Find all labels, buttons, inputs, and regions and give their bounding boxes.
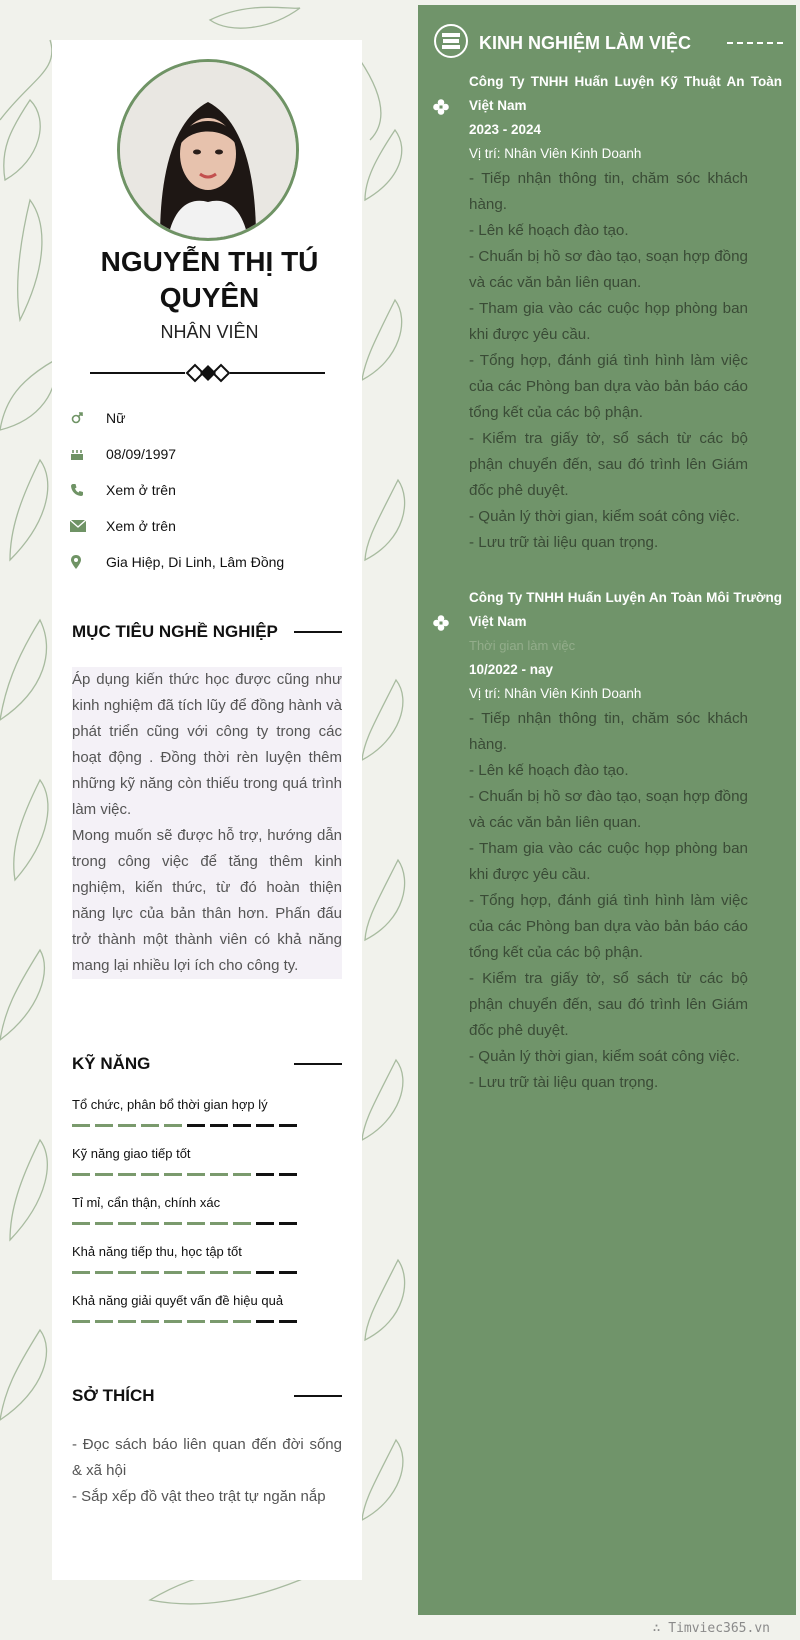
- personal-info-list: [70, 400, 350, 580]
- hobbies-title: SỞ THÍCH: [72, 1386, 155, 1405]
- rating-dash-filled: [233, 1320, 251, 1323]
- job-position: Vị trí: Nhân Viên Kinh Doanh: [469, 146, 642, 161]
- rating-dash-filled: [164, 1222, 182, 1225]
- skill-label: Kỹ năng giao tiếp tốt: [72, 1146, 191, 1161]
- birthday-cake-icon: [70, 447, 106, 461]
- flower-bullet-icon: [432, 98, 450, 116]
- skill-rating-bar: [72, 1173, 297, 1176]
- skill-item: [72, 1288, 297, 1323]
- rating-dash-filled: [95, 1173, 113, 1176]
- rating-dash-filled: [72, 1173, 90, 1176]
- hobbies-text: [72, 1432, 342, 1510]
- rating-dash-filled: [72, 1124, 90, 1127]
- rating-dash-filled: [95, 1222, 113, 1225]
- ornament-divider: [90, 362, 325, 384]
- rating-dash-filled: [210, 1222, 228, 1225]
- rating-dash-filled: [118, 1124, 136, 1127]
- rating-dash-empty: [256, 1173, 274, 1176]
- duty-line: - Tổng hợp, đánh giá tình hình làm việc của các Phòng ban dựa vào bản báo cáo tổng kết của các bộ phận.: [469, 352, 748, 421]
- duty-line: - Chuẩn bị hồ sơ đào tạo, soạn hợp đồng và các văn bản liên quan.: [469, 788, 748, 831]
- duty-line: - Lên kế hoạch đào tạo.: [469, 222, 629, 239]
- profile-photo: [117, 59, 299, 241]
- rating-dash-empty: [233, 1124, 251, 1127]
- rating-dash-empty: [279, 1173, 297, 1176]
- rating-dash-empty: [279, 1320, 297, 1323]
- rating-dash-filled: [233, 1173, 251, 1176]
- rating-dash-filled: [118, 1173, 136, 1176]
- duty-line: - Tham gia vào các cuộc họp phòng ban khi được yêu cầu.: [469, 300, 748, 343]
- skill-label: Khả năng tiếp thu, học tập tốt: [72, 1244, 242, 1259]
- heading-dashes: [727, 42, 783, 44]
- heading-rule: [294, 631, 342, 633]
- objective-paragraph: Mong muốn sẽ được hỗ trợ, hướng dẫn trong công việc để tăng thêm kinh nghiệm, kiến thức, từ đó hoàn thiện năng lực của bản thân hơn. Phấn đấu trở thành một thành viên có khả năng mang lại nhiều lợi ích cho công ty.: [72, 827, 342, 974]
- candidate-name: NGUYỄN THỊ TÚ QUYÊN: [100, 246, 319, 313]
- info-gender: [70, 400, 350, 436]
- heading-rule: [294, 1395, 342, 1397]
- duty-line: - Lưu trữ tài liệu quan trọng.: [469, 534, 659, 551]
- rating-dash-empty: [256, 1271, 274, 1274]
- rating-dash-filled: [164, 1320, 182, 1323]
- experience-title: KINH NGHIỆM LÀM VIỆC: [479, 32, 692, 53]
- rating-dash-filled: [210, 1271, 228, 1274]
- job-period: 10/2022 - nay: [469, 662, 554, 677]
- site-watermark: ∴ Timviec365.vn: [652, 1621, 770, 1636]
- skills-heading: [72, 1053, 342, 1075]
- job-duties: [469, 166, 748, 556]
- heading-rule: [294, 1063, 342, 1065]
- job-period: 2023 - 2024: [469, 122, 542, 137]
- duty-line: - Quản lý thời gian, kiểm soát công việc.: [469, 1048, 740, 1065]
- flower-bullet-icon: [432, 614, 450, 632]
- skills-title: KỸ NĂNG: [72, 1054, 151, 1073]
- info-birthday-value: 08/09/1997: [106, 446, 177, 462]
- skill-rating-bar: [72, 1222, 297, 1225]
- skill-label: Tổ chức, phân bổ thời gian hợp lý: [72, 1097, 268, 1112]
- rating-dash-filled: [95, 1320, 113, 1323]
- job-period-label: Thời gian làm việc: [469, 638, 576, 653]
- objective-paragraph: Áp dụng kiến thức học được cũng như kinh nghiệm đã tích lũy để đồng hành và phát triển cũng với công ty trong các hoạt động . Đồng thời rèn luyện thêm những kỹ năng còn thiếu trong quá trình làm việc.: [72, 671, 342, 818]
- job-company: Công Ty TNHH Huấn Luyện Kỹ Thuật An Toàn Việt Nam: [469, 74, 782, 113]
- rating-dash-filled: [164, 1124, 182, 1127]
- rating-dash-filled: [141, 1320, 159, 1323]
- rating-dash-filled: [72, 1222, 90, 1225]
- duty-line: - Lưu trữ tài liệu quan trọng.: [469, 1074, 659, 1091]
- skill-label: Tỉ mỉ, cẩn thận, chính xác: [72, 1195, 221, 1210]
- rating-dash-empty: [279, 1222, 297, 1225]
- phone-icon: [70, 483, 106, 497]
- rating-dash-empty: [279, 1124, 297, 1127]
- hobby-line: - Đọc sách báo liên quan đến đời sống & xã hội: [72, 1436, 342, 1479]
- skill-rating-bar: [72, 1320, 297, 1323]
- skill-item: [72, 1190, 297, 1225]
- gender-icon: [70, 411, 106, 425]
- info-address: [70, 544, 350, 580]
- map-pin-icon: [70, 555, 106, 569]
- duty-line: - Quản lý thời gian, kiểm soát công việc.: [469, 508, 740, 525]
- rating-dash-empty: [210, 1124, 228, 1127]
- rating-dash-filled: [187, 1173, 205, 1176]
- rating-dash-filled: [72, 1320, 90, 1323]
- rating-dash-empty: [279, 1271, 297, 1274]
- rating-dash-filled: [141, 1222, 159, 1225]
- rating-dash-empty: [256, 1222, 274, 1225]
- rating-dash-filled: [72, 1271, 90, 1274]
- books-icon: [433, 23, 469, 64]
- skills-list: [72, 1092, 297, 1337]
- duty-line: - Chuẩn bị hồ sơ đào tạo, soạn hợp đồng và các văn bản liên quan.: [469, 248, 748, 291]
- skill-item: [72, 1239, 297, 1274]
- rating-dash-filled: [210, 1320, 228, 1323]
- rating-dash-filled: [187, 1222, 205, 1225]
- skill-item: [72, 1092, 297, 1127]
- rating-dash-filled: [95, 1271, 113, 1274]
- envelope-icon: [70, 520, 106, 532]
- rating-dash-filled: [141, 1124, 159, 1127]
- rating-dash-filled: [164, 1173, 182, 1176]
- objective-text: [72, 667, 342, 979]
- duty-line: - Kiểm tra giấy tờ, sổ sách từ các bộ phận chuyển đến, sau đó trình lên Giám đốc phê duyệt.: [469, 430, 748, 499]
- rating-dash-empty: [256, 1124, 274, 1127]
- duty-line: - Tham gia vào các cuộc họp phòng ban khi được yêu cầu.: [469, 840, 748, 883]
- skill-item: [72, 1141, 297, 1176]
- rating-dash-filled: [141, 1271, 159, 1274]
- objective-heading: [72, 621, 342, 643]
- info-address-value: Gia Hiệp, Di Linh, Lâm Đồng: [106, 554, 285, 570]
- info-birthday: [70, 436, 350, 472]
- portrait-photo: [120, 62, 296, 238]
- experience-heading: [433, 25, 783, 61]
- rating-dash-filled: [118, 1271, 136, 1274]
- duty-line: - Kiểm tra giấy tờ, sổ sách từ các bộ phận chuyển đến, sau đó trình lên Giám đốc phê duyệt.: [469, 970, 748, 1039]
- hobbies-heading: [72, 1385, 342, 1407]
- info-phone: [70, 472, 350, 508]
- info-gender-value: Nữ: [106, 410, 126, 426]
- info-phone-value: Xem ở trên: [106, 482, 176, 498]
- hobby-line: - Sắp xếp đồ vật theo trật tự ngăn nắp: [72, 1488, 326, 1505]
- rating-dash-filled: [210, 1173, 228, 1176]
- rating-dash-filled: [118, 1320, 136, 1323]
- rating-dash-filled: [233, 1271, 251, 1274]
- info-email: [70, 508, 350, 544]
- info-email-value: Xem ở trên: [106, 518, 176, 534]
- skill-label: Khả năng giải quyết vấn đề hiệu quả: [72, 1293, 284, 1308]
- skill-rating-bar: [72, 1124, 297, 1127]
- duty-line: - Tiếp nhận thông tin, chăm sóc khách hàng.: [469, 710, 748, 753]
- rating-dash-filled: [233, 1222, 251, 1225]
- duty-line: - Tiếp nhận thông tin, chăm sóc khách hàng.: [469, 170, 748, 213]
- rating-dash-filled: [118, 1222, 136, 1225]
- job-position: Vị trí: Nhân Viên Kinh Doanh: [469, 686, 642, 701]
- skill-rating-bar: [72, 1271, 297, 1274]
- job-duties: [469, 706, 748, 1096]
- rating-dash-filled: [95, 1124, 113, 1127]
- candidate-role: NHÂN VIÊN: [160, 322, 259, 342]
- job-company: Công Ty TNHH Huấn Luyện An Toàn Môi Trường Việt Nam: [469, 590, 782, 629]
- rating-dash-empty: [256, 1320, 274, 1323]
- rating-dash-filled: [187, 1271, 205, 1274]
- duty-line: - Tổng hợp, đánh giá tình hình làm việc của các Phòng ban dựa vào bản báo cáo tổng kết của các bộ phận.: [469, 892, 748, 961]
- rating-dash-empty: [187, 1124, 205, 1127]
- rating-dash-filled: [187, 1320, 205, 1323]
- duty-line: - Lên kế hoạch đào tạo.: [469, 762, 629, 779]
- rating-dash-filled: [141, 1173, 159, 1176]
- job-entry: [432, 70, 782, 556]
- job-entry: [432, 586, 782, 1096]
- objective-title: MỤC TIÊU NGHỀ NGHIỆP: [72, 622, 278, 641]
- rating-dash-filled: [164, 1271, 182, 1274]
